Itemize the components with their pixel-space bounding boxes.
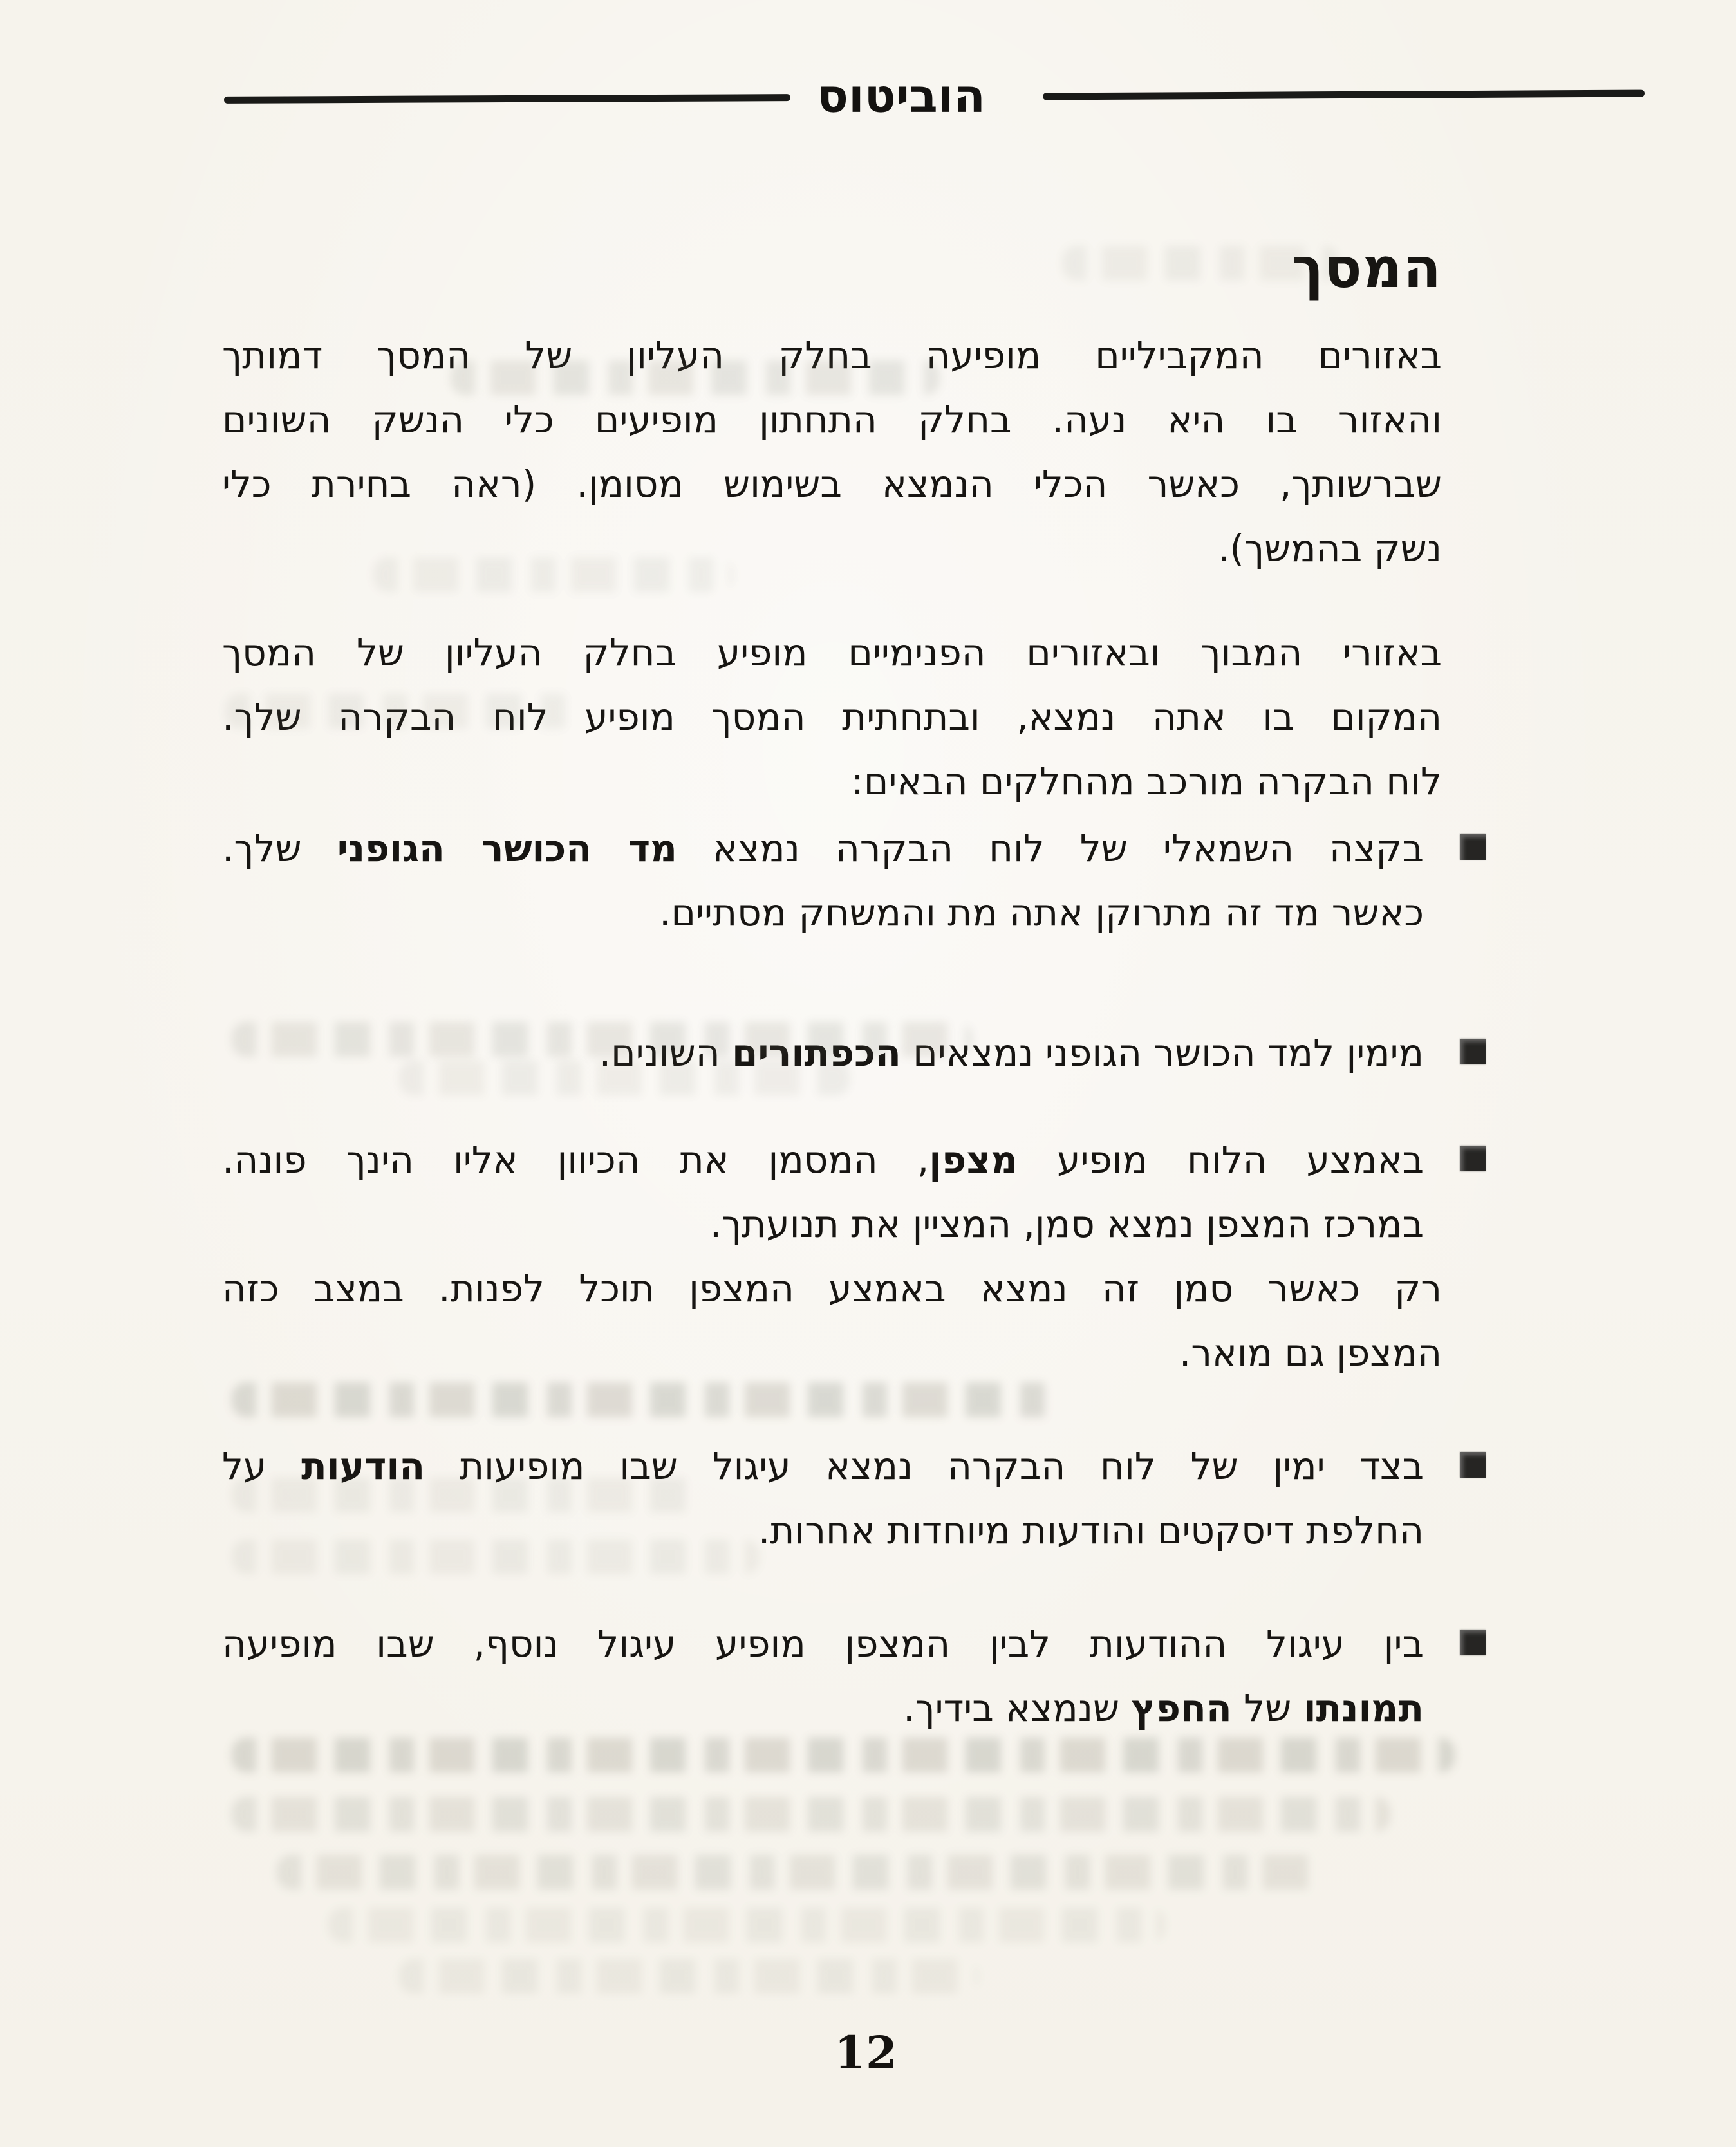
bold-term: מד הכושר הגופני [337,826,678,871]
page-number: 12 [834,2026,897,2079]
list-item [222,1021,1442,1085]
list-item [222,1128,1442,1385]
header-rule-left [224,94,790,104]
bold-term: תמונתו [1303,1686,1424,1731]
page-body [222,236,1442,1740]
bleedthrough-artifact [399,1959,978,1994]
text-line: שברשותך, כאשר הכלי הנמצא בשימוש מסומן. (ראה בחירת כלי [222,462,1442,507]
bleedthrough-artifact [232,1738,1455,1772]
bold-term: החפץ [1131,1686,1232,1731]
text-line: החלפת דיסקטים והודעות מיוחדות אחרות. [758,1509,1424,1553]
control-panel-parts-list [222,816,1442,1740]
text-line: והאזור בו היא נעה. בחלק התחתון מופיעים כלי הנשק השונים [222,398,1442,442]
section-heading: המסך [1291,236,1442,301]
paragraph-screen-parallel-zones [222,323,1442,581]
bleedthrough-artifact [277,1855,1320,1890]
bold-term: הכפתורים [732,1031,901,1075]
bullet-square-icon [1460,1039,1486,1064]
text-line: בקצה השמאלי של לוח הבקרה נמצא מד הכושר הגופני שלך. [222,826,1424,871]
text-line: בין עיגול ההודעות לבין המצפן מופיע עיגול נוסף, שבו מופיעה [222,1622,1424,1666]
text-line: באזורי המבוך ובאזורים הפנימיים מופיע בחלק העליון של המסך [222,631,1442,675]
bullet-square-icon [1460,1630,1486,1655]
list-item [222,816,1442,945]
text-line: נשק בהמשך). [1217,526,1442,571]
bullet-square-icon [1460,1452,1486,1478]
text-line: באמצע הלוח מופיע מצפן, המסמן את הכיוון אליו הינך פונה. [222,1138,1424,1182]
running-title: הוביטוס [817,69,985,123]
text-line: במרכז המצפן נמצא סמן, המציין את תנועתך. [709,1202,1424,1247]
text-line: מימין למד הכושר הגופני נמצאים הכפתורים השונים. [599,1031,1424,1075]
bleedthrough-artifact [328,1908,1165,1942]
text-line: רק כאשר סמן זה נמצא באמצע המצפן תוכל לפנות. במצב כזה [222,1267,1442,1311]
list-item [222,1434,1442,1563]
bullet-square-icon [1460,1146,1486,1171]
text-line: לוח הבקרה מורכב מהחלקים הבאים: [851,759,1442,804]
text-line: באזורים המקביליים מופיעה בחלק העליון של המסך דמותך [222,333,1442,378]
bleedthrough-artifact [232,1797,1390,1832]
text-line: כאשר מד זה מתרוקן אתה מת והמשחק מסתיים. [659,891,1424,935]
paragraph-maze-zones [222,620,1442,813]
text-line: בצד ימין של לוח הבקרה נמצא עיגול שבו מופיעות הודעות על [222,1444,1424,1489]
bullet-square-icon [1460,834,1486,860]
bold-term: מצפן [929,1138,1018,1182]
header-rule-right [1043,90,1645,100]
page-header [0,64,1736,135]
list-item [222,1612,1442,1740]
text-line: המקום בו אתה נמצא, ובתחתית המסך מופיע לוח הבקרה שלך. [222,695,1442,739]
text-line: המצפן גם מואר. [1179,1331,1442,1375]
text-line: תמונתו של החפץ שנמצא בידיך. [903,1686,1424,1731]
bold-term: הודעות [301,1444,425,1489]
